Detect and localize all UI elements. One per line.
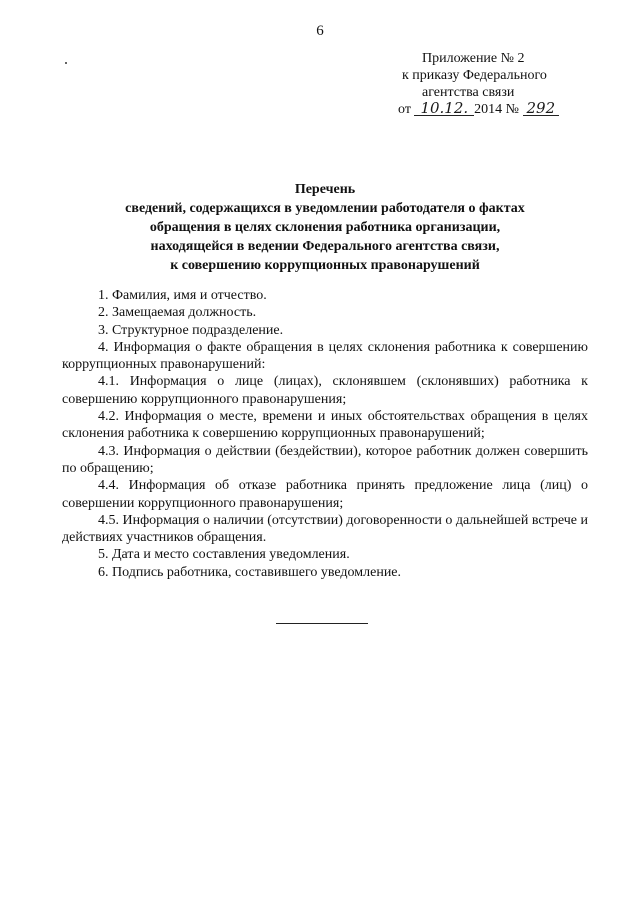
list-item: 3. Структурное подразделение. xyxy=(98,322,284,338)
document-title xyxy=(90,180,560,275)
page-number: 6 xyxy=(316,23,324,39)
title-line: находящейся в ведении Федерального агентства связи, xyxy=(150,239,500,254)
appendix-line-2: к приказу Федерального xyxy=(402,68,547,83)
title-line: сведений, содержащихся в уведомлении работодателя о фактах xyxy=(125,201,525,216)
list-item: 4. Информация о факте обращения в целях склонения работника к совершению коррупционных правонарушений: xyxy=(62,339,588,373)
title-line: обращения в целях склонения работника организации, xyxy=(149,220,501,235)
list-item: 6. Подпись работника, составившего уведомление. xyxy=(98,564,402,580)
appendix-line-3: агентства связи xyxy=(422,85,515,100)
appendix-header xyxy=(398,50,622,118)
list-item: 4.1. Информация о лице (лицах), склонявшем (склонявших) работника к совершению коррупционного правонарушения; xyxy=(62,374,588,407)
appendix-date-line xyxy=(398,101,622,118)
list-item: 1. Фамилия, имя и отчество. xyxy=(98,288,267,303)
list-item: 4.2. Информация о месте, времени и иных обстоятельствах обращения в целях склонения работника к совершению коррупционных правонарушений; xyxy=(62,409,588,442)
year: 2014 xyxy=(474,102,503,117)
appendix-line-1: Приложение № 2 xyxy=(422,51,525,66)
handwritten-number: 292 xyxy=(523,102,560,116)
title-heading: Перечень xyxy=(294,182,356,197)
list-item: 5. Дата и место составления уведомления. xyxy=(98,547,350,563)
number-label: № xyxy=(505,102,520,117)
list-item: 4.4. Информация об отказе работника принять предложение лица (лиц) о совершении коррупционного правонарушения; xyxy=(62,478,588,511)
title-line: к совершению коррупционных правонарушений xyxy=(170,258,480,273)
list-item: 4.3. Информация о действии (бездействии), которое работник должен совершить по обращению; xyxy=(62,443,588,476)
from-label: от xyxy=(398,102,411,117)
items-list xyxy=(62,287,588,581)
closing-divider xyxy=(276,623,368,624)
scan-speck xyxy=(65,62,67,64)
handwritten-date: 10.12. xyxy=(414,102,474,116)
list-item: 4.5. Информация о наличии (отсутствии) договоренности о дальнейшей встрече и действиях участников обращения. xyxy=(62,512,588,546)
list-item: 2. Замещаемая должность. xyxy=(98,305,257,321)
